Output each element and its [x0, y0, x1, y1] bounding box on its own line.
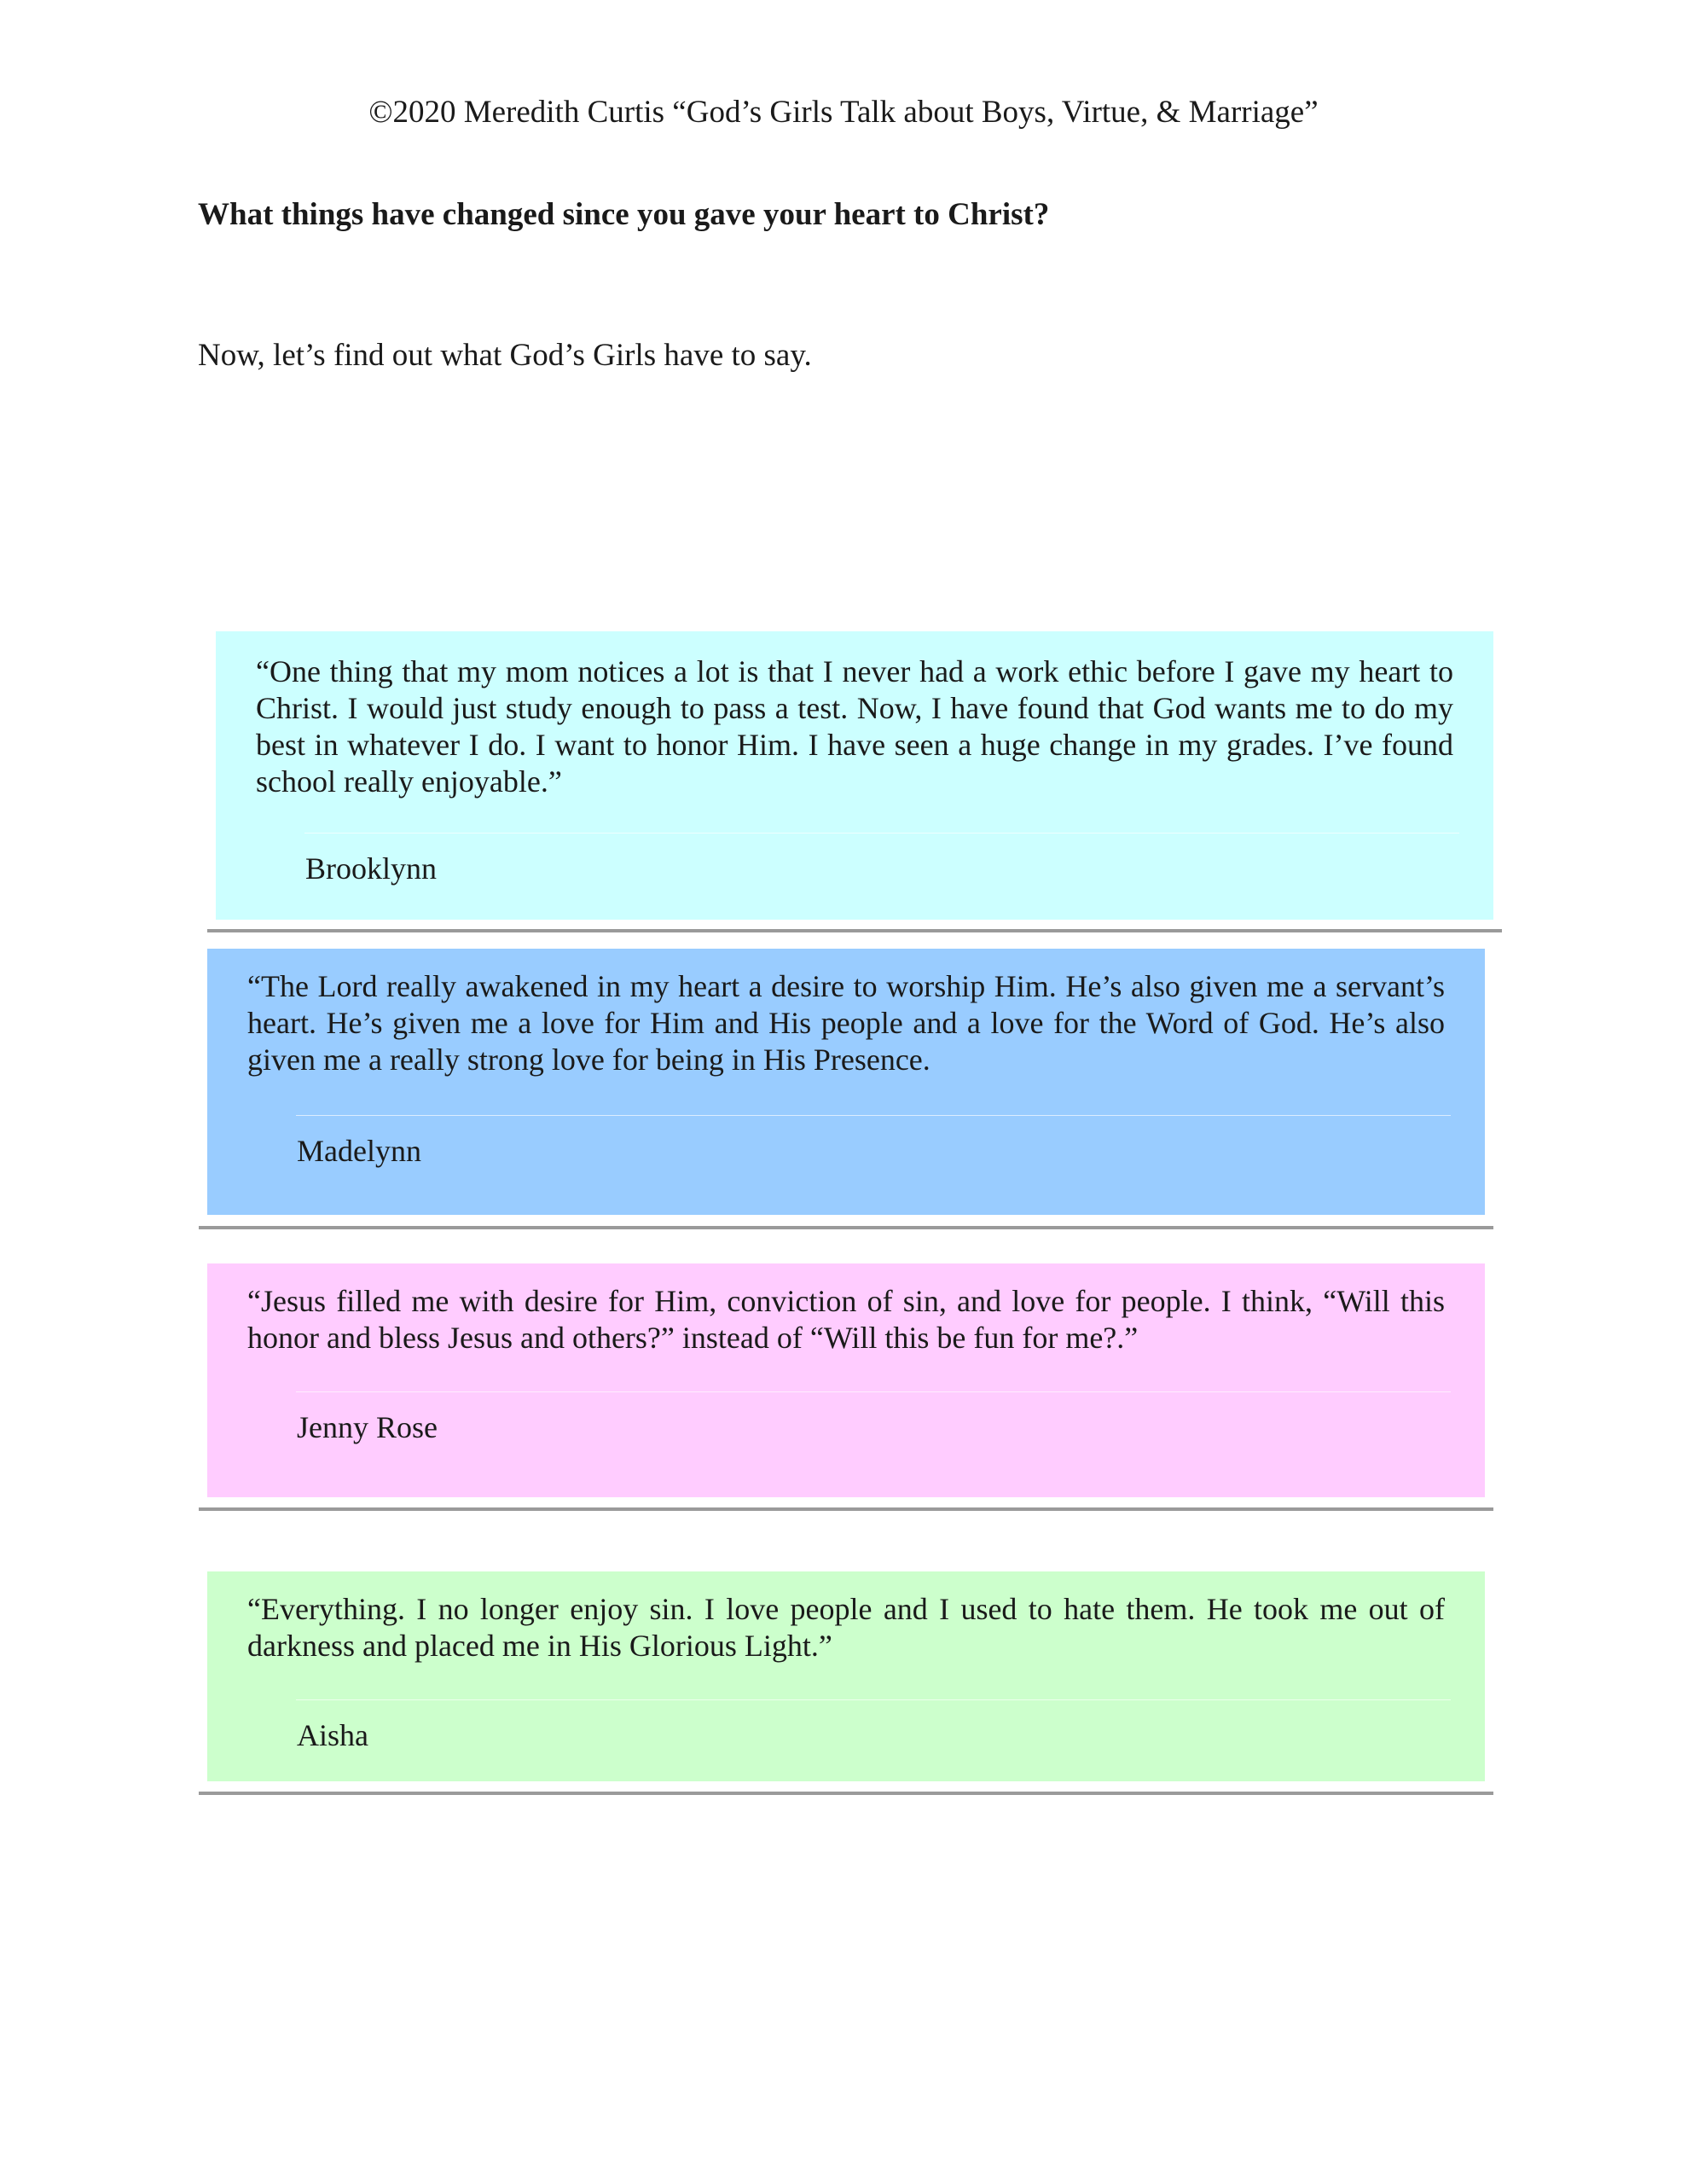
testimony-quote: “One thing that my mom notices a lot is that I never had a work ethic before I gave my heart to Christ. I would just study enough to pass a test. Now, I have found that God wants me to do my best in whatever I do. I want to honor Him. I have seen a huge change in my grades. I’ve found school really enjoyable.”: [256, 654, 1453, 799]
section-divider: [199, 1226, 1493, 1229]
testimony-quote: “Everything. I no longer enjoy sin. I love people and I used to hate them. He took me out of darkness and placed me in His Glorious Light.”: [247, 1592, 1445, 1663]
testimony-card-aisha: [207, 1571, 1485, 1781]
intro-text: Now, let’s find out what God’s Girls have to say.: [198, 338, 812, 373]
testimony-author: Madelynn: [297, 1134, 421, 1168]
section-divider: [199, 1507, 1493, 1511]
section-divider: [207, 929, 1502, 932]
testimony-author: Jenny Rose: [297, 1410, 438, 1444]
page-header: ©2020 Meredith Curtis “God’s Girls Talk about Boys, Virtue, & Marriage”: [368, 95, 1319, 130]
testimony-author: Aisha: [297, 1718, 368, 1752]
author-divider: [304, 833, 1459, 834]
testimony-card-jenny-rose: [207, 1263, 1485, 1497]
section-divider: [199, 1792, 1493, 1795]
testimony-card-madelynn: [207, 949, 1485, 1215]
testimony-author: Brooklynn: [305, 851, 438, 886]
author-divider: [296, 1699, 1451, 1700]
testimony-card-brooklynn: [216, 631, 1493, 920]
author-divider: [296, 1115, 1451, 1116]
testimony-quote: “Jesus filled me with desire for Him, conviction of sin, and love for people. I think, “Will this honor and bless Jesus and others?” instead of “Will this be fun for me?.”: [247, 1284, 1445, 1355]
question-heading: What things have changed since you gave your heart to Christ?: [198, 197, 1050, 232]
author-divider: [296, 1391, 1451, 1392]
testimony-quote: “The Lord really awakened in my heart a desire to worship Him. He’s also given me a servant’s heart. He’s given me a love for Him and His people and a love for the Word of God. He’s also given me a really strong love for being in His Presence.: [247, 969, 1445, 1077]
